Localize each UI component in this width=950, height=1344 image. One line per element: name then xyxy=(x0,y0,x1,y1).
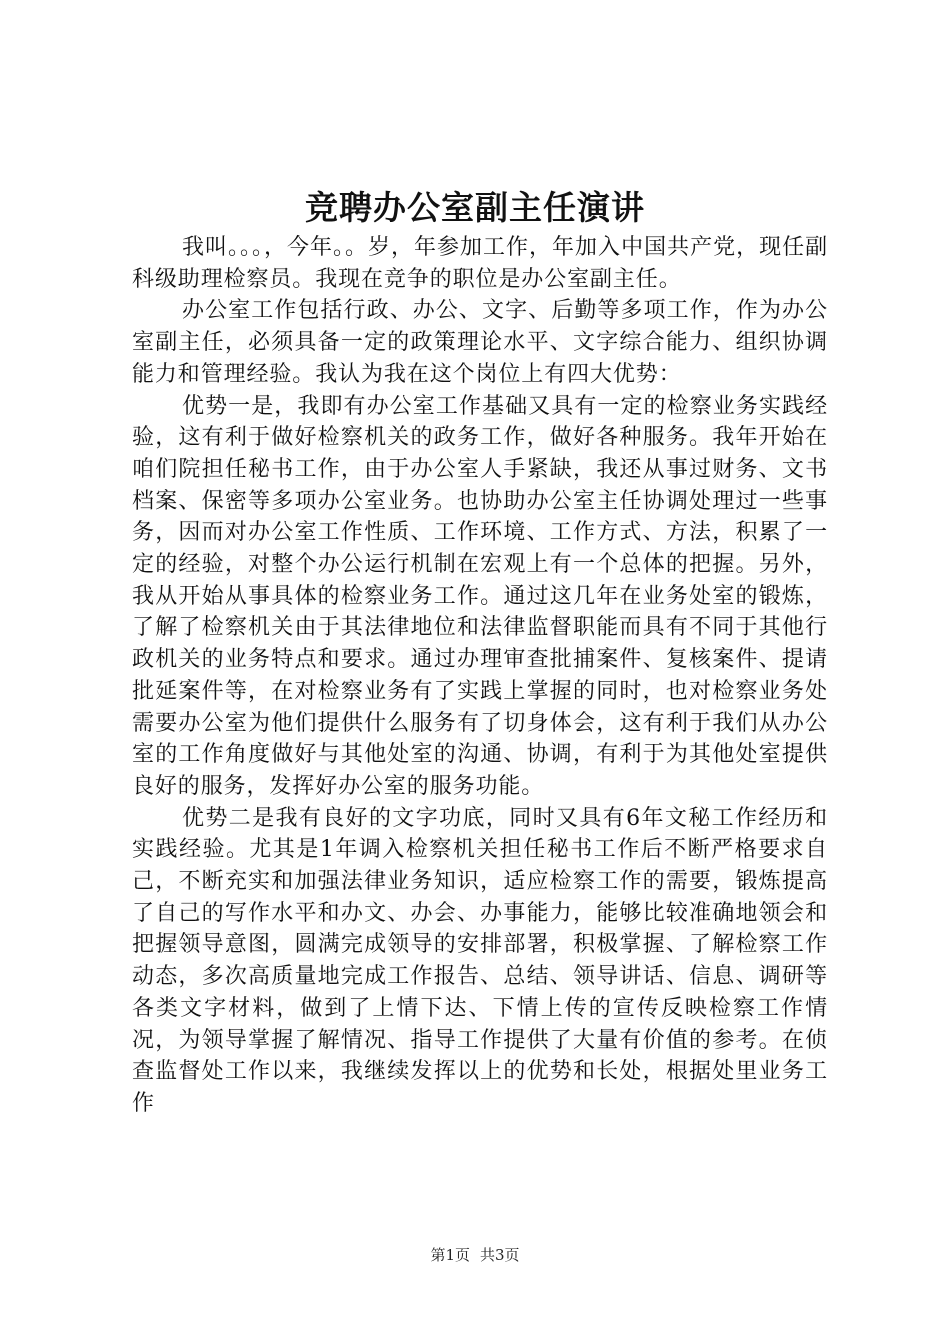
paragraph: 我叫。。。，今年。。岁，年参加工作，年加入中国共产党，现任副科级助理检察员。我现在竞争的职位是办公室副主任。 xyxy=(132,235,828,292)
document-title: 竞聘办公室副主任演讲 xyxy=(305,188,645,227)
page-footer xyxy=(0,1245,950,1265)
document-body xyxy=(132,232,828,1120)
paragraph: 优势一是，我即有办公室工作基础又具有一定的检察业务实践经验，这有利于做好检察机关的政务工作，做好各种服务。我年开始在咱们院担任秘书工作，由于办公室人手紧缺，我还从事过财务、文书档案、保密等多项办公室业务。也协助办公室主任协调处理过一些事务，因而对办公室工作性质、工作环境、工作方式、方法，积累了一定的经验，对整个办公运行机制在宏观上有一个总体的把握。另外，我从开始从事具体的检察业务工作。通过这几年在业务处室的锻炼，了解了检察机关由于其法律地位和法律监督职能而具有不同于其他行政机关的业务特点和要求。通过办理审查批捕案件、复核案件、提请批延案件等，在对检察业务有了实践上掌握的同时，也对检察业务处需要办公室为他们提供什么服务有了切身体会，这有利于我们从办公室的工作角度做好与其他处室的沟通、协调，有利于为其他处室提供良好的服务，发挥好办公室的服务功能。 xyxy=(132,393,828,799)
page-number: 第1页 xyxy=(430,1246,470,1264)
page-total: 共3页 xyxy=(480,1246,520,1264)
paragraph: 办公室工作包括行政、办公、文字、后勤等多项工作，作为办公室副主任，必须具备一定的政策理论水平、文字综合能力、组织协调能力和管理经验。我认为我在这个岗位上有四大优势： xyxy=(132,298,828,387)
paragraph: 优势二是我有良好的文字功底，同时又具有6年文秘工作经历和实践经验。尤其是1年调入检察机关担任秘书工作后不断严格要求自己，不断充实和加强法律业务知识，适应检察工作的需要，锻炼提高了自己的写作水平和办文、办会、办事能力，能够比较准确地领会和把握领导意图，圆满完成领导的安排部署，积极掌握、了解检察工作动态，多次高质量地完成工作报告、总结、领导讲话、信息、调研等各类文字材料，做到了上情下达、下情上传的宣传反映检察工作情况，为领导掌握了解情况、指导工作提供了大量有价值的参考。在侦查监督处工作以来，我继续发挥以上的优势和长处，根据处里业务工作 xyxy=(132,805,828,1116)
